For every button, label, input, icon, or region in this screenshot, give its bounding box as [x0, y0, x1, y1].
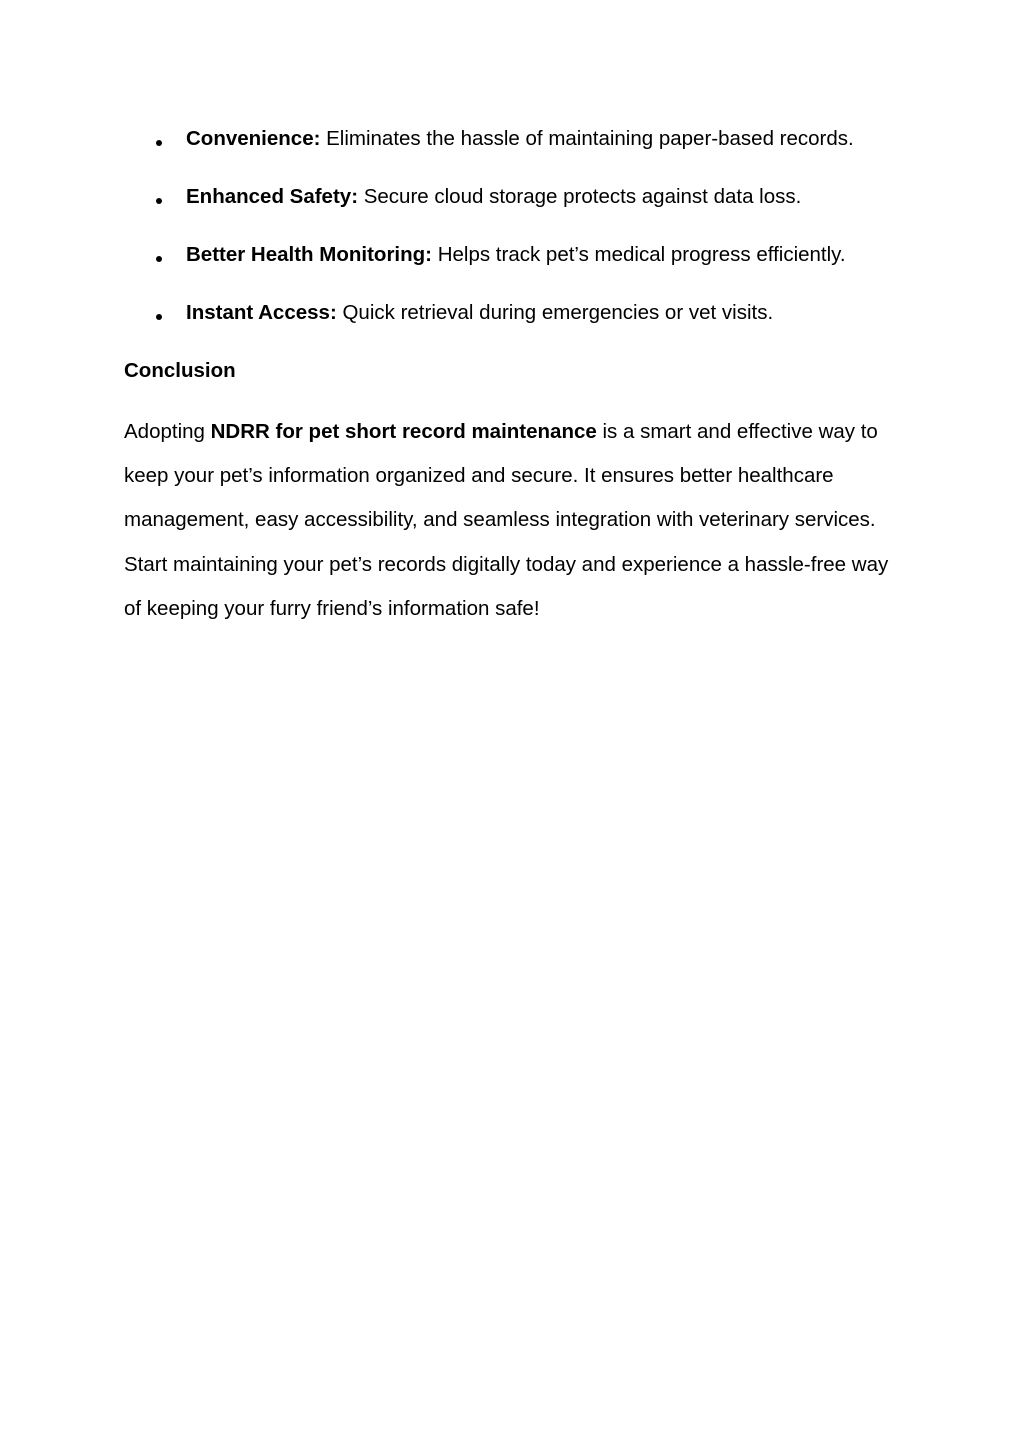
list-item [124, 180, 904, 238]
conclusion-body: is a smart and effective way to keep your pet’s information organized and secure. It ensures better healthcare management, easy accessibility, and seamless integration with veterinary services. Start maintaining your pet’s records digitally today and experience a hassle-free way of keeping your furry friend’s information safe! [124, 420, 889, 620]
bullet-term: Enhanced Safety: [186, 185, 359, 208]
conclusion-highlight: NDRR for pet short record maintenance [210, 420, 597, 443]
bullet-icon [156, 256, 162, 262]
bullet-icon [156, 198, 162, 204]
benefits-list [124, 122, 904, 354]
list-item [124, 296, 904, 354]
bullet-text: Eliminates the hassle of maintaining paper-based records. [320, 127, 854, 150]
bullet-icon [156, 314, 162, 320]
bullet-term: Better Health Monitoring: [186, 243, 432, 266]
bullet-text: Quick retrieval during emergencies or vet visits. [336, 301, 774, 324]
conclusion-intro: Adopting [124, 420, 211, 443]
bullet-text: Secure cloud storage protects against data loss. [358, 185, 802, 208]
bullet-term: Convenience: [186, 127, 321, 150]
conclusion-heading: Conclusion [124, 359, 236, 382]
bullet-term: Instant Access: [186, 301, 337, 324]
bullet-text: Helps track pet’s medical progress efficiently. [432, 243, 846, 266]
list-item [124, 122, 904, 180]
bullet-icon [156, 140, 162, 146]
conclusion-paragraph [124, 410, 904, 631]
list-item [124, 238, 904, 296]
